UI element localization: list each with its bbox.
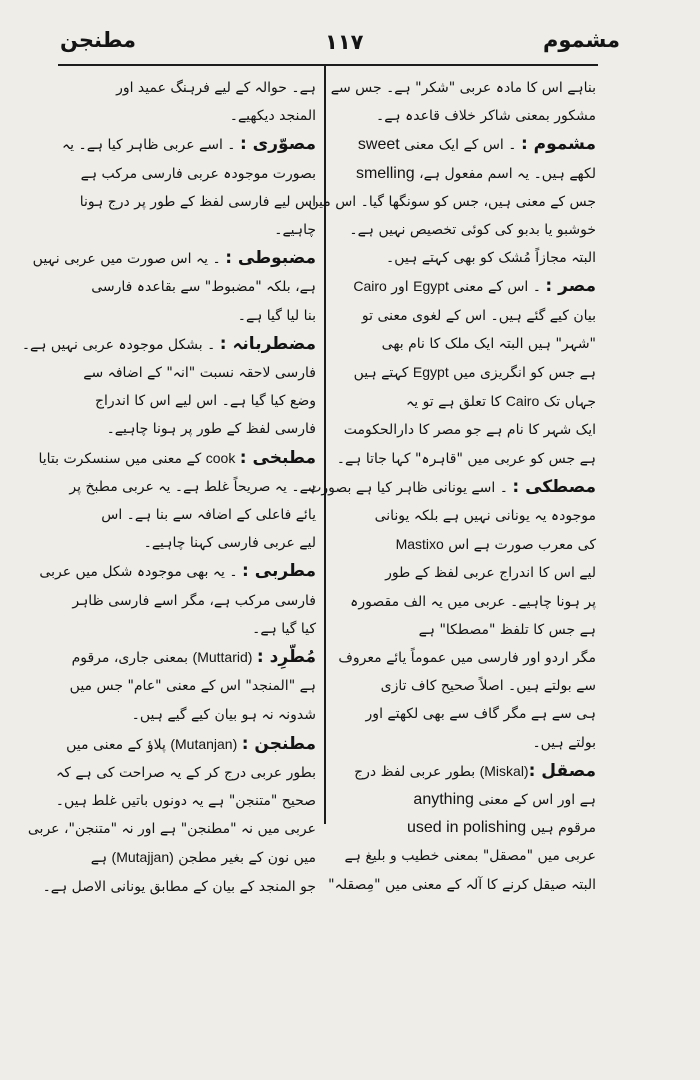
text-line: چاہیے۔ [274,222,316,239]
entry-line: مضطربانہ : ۔ بشکل موجودہ عربی نہیں ہے۔ [21,333,316,354]
left-column [21,74,316,901]
text-line: خوشبو یا بدبو کی کوئی تخصیص نہیں ہے۔ [349,222,596,239]
entry-line: مطربی : ۔ یہ بھی موجودہ شکل میں عربی [39,561,316,582]
entry-line: مطبخی : cook کے معنی میں سنسکرت بتایا [38,447,316,468]
text-line: ہے۔ یہ صریحاً غلط ہے۔ یہ عربی مطبخ پر [69,478,316,495]
entry-line: مصر : ۔ اس کے معنی Egypt اور Cairo [353,276,596,297]
text-line: کیا گیا ہے۔ [252,620,316,637]
guide-word-left: مطنجن [60,28,137,52]
text-line: یائے فاعلی کے اضافہ سے بنا ہے۔ اس [101,507,316,524]
text-line: کی معرب صورت ہے اس Mastixo [395,536,596,554]
text-line: موجودہ یہ یونانی نہیں ہے بلکہ یونانی [374,508,596,525]
text-line: بناہے اس کا مادہ عربی "شکر" ہے۔ جس سے [330,80,596,96]
text-line: "شہر" ہیں البتہ ایک ملک کا نام بھی [381,335,596,352]
entry-line: مُطّرِد : (Muttarid) بمعنی جاری، مرقوم [71,647,316,668]
text-line: مشکور بمعنی شاکر خلاف قاعدہ ہے۔ [376,108,596,125]
text-line: سے بولتے ہیں۔ اصلاً صحیح کاف تازی [380,678,596,695]
text-line: مگر اردو اور فارسی میں عموماً یائے معروف [338,650,596,667]
text-line: بطور عربی درج کر کے یہ صراحت کی ہے کہ [56,764,316,781]
header-rule [58,64,598,66]
text-line: البتہ مجازاً مُشک کو بھی کہتے ہیں۔ [386,250,596,267]
headword: مشموم : [520,134,596,155]
text-line: فارسی مرکب ہے، مگر اسے فارسی ظاہر [72,592,316,609]
text-line: لیے عربی فارسی کہنا چاہیے۔ [143,535,316,552]
headword: مصقل : [528,760,596,781]
text-line: ہے جس کا تلفظ "مصطکا" ہے [418,621,596,638]
headword: مطبخی : [239,447,316,468]
text-line: پر ہونا چاہیے۔ عربی میں یہ الف مقصورہ [350,593,596,610]
text-line: فارسی لاحقہ نسبت "انہ" کے اضافہ سے [83,365,316,382]
text-line: ہی سے ہے مگر گاف سے بھی لکھتے اور [365,706,596,723]
text-line: بنا لیا گیا ہے۔ [237,307,316,324]
text-line: اس لیے فارسی لفظ کے طور پر درج ہونا [79,193,316,210]
right-column [308,74,596,899]
text-line: وضع کیا گیا ہے۔ اس لیے اس کا اندراج [94,393,316,410]
entry-line: شدونہ نہ ہو بیان کیے گیے ہیں۔ [131,707,316,724]
headword: مضطربانہ : [219,333,316,354]
guide-word-right: مشموم [542,28,620,52]
headword: مصر : [545,276,596,297]
text-line: جہاں تک Cairo کا تعلق ہے تو یہ [406,393,596,411]
headword: مصوّری : [239,134,316,155]
headword: مصطکی : [512,476,596,497]
text-line: عربی میں "مصقل" بمعنی خطیب و بلیغ ہے [344,848,596,865]
text-line: ہے اور اس کے معنی anything [413,791,596,809]
headword: مطربی : [242,561,316,582]
entry-line: مصقل :(Miskal) بطور عربی لفظ درج [354,760,596,781]
text-line: فارسی لفظ کے طور پر ہونا چاہیے۔ [106,421,316,438]
text-line: البتہ صیقل کرنے کا آلہ کے معنی میں "مِصقلہ" [328,876,596,893]
running-head [40,28,640,68]
text-line: ہے جس کو انگریزی میں Egypt کہتے ہیں [353,364,596,382]
text-line: ہے۔ حوالہ کے لیے فرہنگ عمید اور [116,80,316,96]
entry-line: مضبوطی : ۔ یہ اس صورت میں عربی نہیں [32,248,316,269]
text-line: ہے، بلکہ "مضبوط" سے بقاعدہ فارسی [91,279,316,296]
text-line: صحیح "متنجن" ہے یہ دونوں باتیں غلط ہیں۔ [55,793,316,810]
headword: مُطّرِد : [256,647,316,668]
headword: مضبوطی : [225,248,316,269]
text-line: ہے "المنجد" اس کے معنی "عام" جس میں [69,678,316,695]
text-line: لکھے ہیں۔ یہ اسم مفعول ہے، smelling [355,164,596,182]
entry-line: مصطکی : ۔ اسے یونانی ظاہر کیا ہے بصورت [308,476,596,497]
entry-line: مصوّری : ۔ اسے عربی ظاہر کیا ہے۔ یہ [61,134,316,155]
text-line: ایک شہر کا نام ہے جو مصر کا دارالحکومت [343,422,596,439]
text-line: لیے اس کا اندراج عربی لفظ کے طور [385,565,596,582]
text-line: ہے جس کو عربی میں "قاہرہ" کہا جاتا ہے۔ [336,450,596,467]
page-number: ۱۱۷ [325,30,364,54]
text-line: جس کے معنی ہیں، جس کو سونگھا گیا۔ اس میں [308,193,596,210]
text-line: عربی میں نہ "مطنجن" ہے اور نہ "متنجن"، عربی [27,821,316,838]
text-line: بصورت موجودہ عربی فارسی مرکب ہے [80,165,316,182]
entry-line: مشموم : ۔ اس کے ایک معنی sweet [357,134,596,155]
text-line: بولتے ہیں۔ [532,734,596,751]
text-line: مرقوم ہیں used in polishing [406,819,596,837]
text-line: میں نون کے بغیر مطجن (Mutajjan) ہے [90,849,316,867]
text-line: مطنجن : (Mutanjan) پلاؤ کے معنی میں [66,733,316,754]
text-line: جو المنجد کے بیان کے مطابق یونانی الاصل ہے۔ [42,878,316,895]
text-line: المنجد دیکھیے۔ [229,108,316,125]
text-line: بیان کیے گئے ہیں۔ اس کے لغوی معنی تو [361,307,596,324]
column-divider [324,64,326,824]
